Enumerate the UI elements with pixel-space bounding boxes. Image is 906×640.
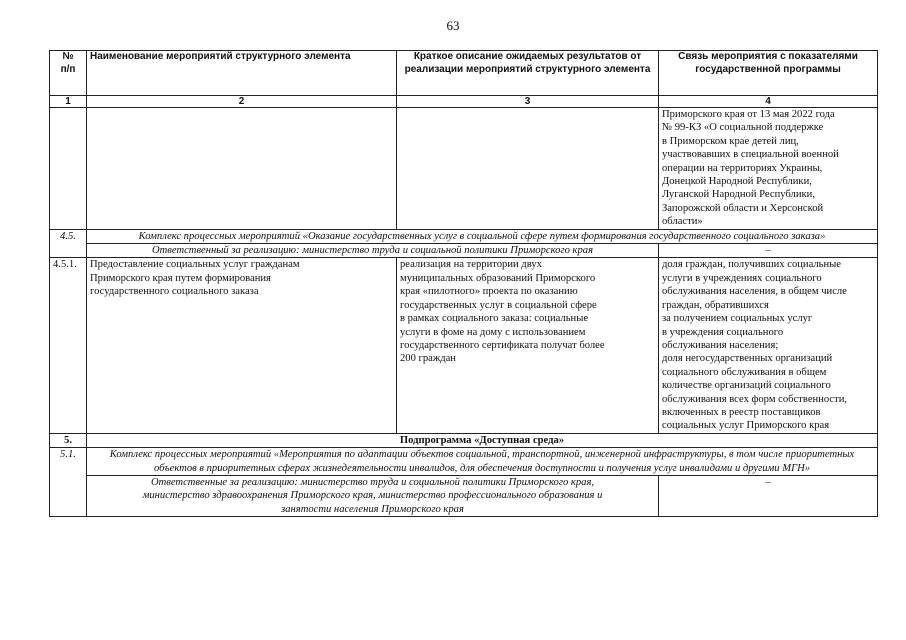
column-numbers-row bbox=[50, 96, 878, 108]
row-number: 4.5. bbox=[50, 229, 87, 258]
column-number: 1 bbox=[50, 96, 87, 108]
indicator-link: доля граждан, получивших социальные услуги в учреждениях социального обслуживания населения, в общем числе граждан, обратившихся за получением социальных услуг в учреждения социального обслуживания населения; доля негосударственных организаций социального обслуживания в общем количестве организаций социального обслуживания всех форм собственности, включенных в реестр поставщиков социальных услуг Приморского края bbox=[659, 258, 878, 433]
table-row-5-1-responsible bbox=[50, 475, 878, 516]
process-complex-title: Комплекс процессных мероприятий «Мероприятия по адаптации объектов социальной, транспортной, инженерной инфраструктуры, в том числе приоритетных объектов в приоритетных сферах жизнедеятельности инвалидов, для обеспечения доступности и получения услуг инвалидами и другими МГН» bbox=[87, 448, 878, 476]
continued-row bbox=[50, 108, 878, 230]
responsible-text: Ответственные за реализацию: министерство труда и социальной политики Приморского края, министерство здравоохранения Приморского края, министерство профессионального образования и занятости населения Приморского края bbox=[87, 475, 659, 516]
process-complex-title: Комплекс процессных мероприятий «Оказание государственных услуг в социальной сфере путем формирования государственного социального заказа» bbox=[87, 229, 878, 243]
continued-indicator-link: Приморского края от 13 мая 2022 года № 99-КЗ «О социальной поддержке в Приморском крае детей лиц, участвовавших в специальной военной операции на территориях Украины, Донецкой Народной Республики, Луганской Народной Республики, Запорожской области и Херсонской области» bbox=[659, 108, 878, 230]
table-row-4-5-responsible bbox=[50, 244, 878, 258]
row-number: 4.5.1. bbox=[50, 258, 87, 433]
column-number: 4 bbox=[659, 96, 878, 108]
table-row-4-5-1 bbox=[50, 258, 878, 433]
header-expected-results: Краткое описание ожидаемых результатов от реализации мероприятий структурного элемента bbox=[397, 51, 659, 96]
table-row-5 bbox=[50, 433, 878, 447]
column-number: 3 bbox=[397, 96, 659, 108]
responsible-link: – bbox=[659, 475, 878, 516]
header-measure-name: Наименование мероприятий структурного элемента bbox=[87, 51, 397, 96]
measure-name: Предоставление социальных услуг гражданам Приморского края путем формирования государственного социального заказа bbox=[87, 258, 397, 433]
table-header-row bbox=[50, 51, 878, 96]
subprogram-title: Подпрограмма «Доступная среда» bbox=[87, 433, 878, 447]
column-number: 2 bbox=[87, 96, 397, 108]
row-number: 5. bbox=[50, 433, 87, 447]
expected-result: реализация на территории двух муниципальных образований Приморского края «пилотного» проекта по оказанию государственных услуг в социальной сфере в рамках социального заказа: социальные услуги в фоме на дому с использованием государственного сертификата получат более 200 граждан bbox=[397, 258, 659, 433]
program-measures-table bbox=[49, 50, 878, 517]
page-number: 63 bbox=[446, 18, 460, 33]
header-indicator-link: Связь мероприятия с показателями государственной программы bbox=[659, 51, 878, 96]
table-row-5-1 bbox=[50, 448, 878, 476]
header-number: № п/п bbox=[50, 51, 87, 96]
table-row-4-5 bbox=[50, 229, 878, 243]
responsible-link: – bbox=[659, 244, 878, 258]
row-number: 5.1. bbox=[50, 448, 87, 517]
responsible-text: Ответственный за реализацию: министерство труда и социальной политики Приморского края bbox=[87, 244, 659, 258]
